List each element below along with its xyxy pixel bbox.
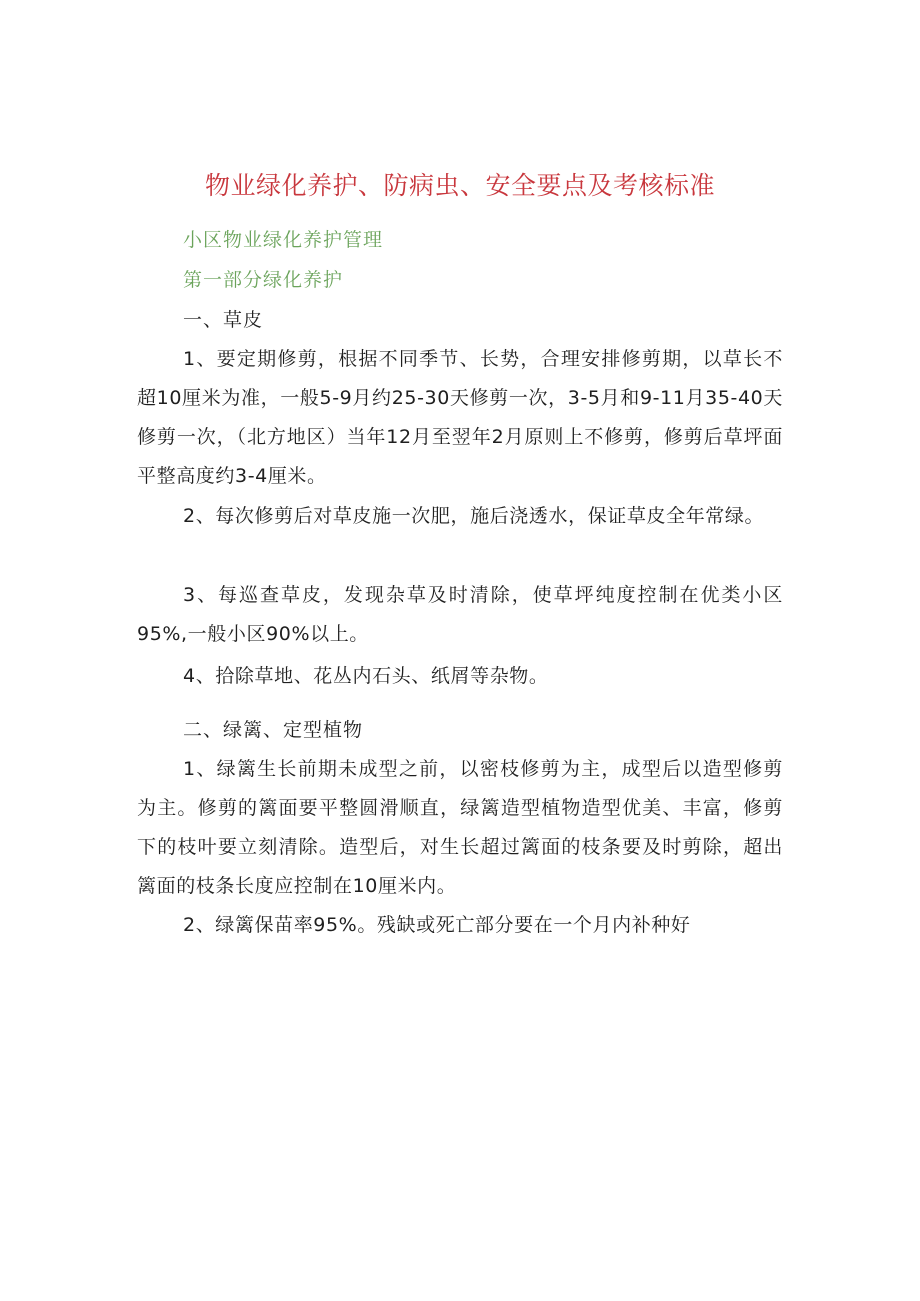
- document-title: 物业绿化养护、防病虫、安全要点及考核标准: [204, 171, 715, 200]
- hedge-item-2: 2、绿篱保苗率95%。残缺或死亡部分要在一个月内补种好: [183, 914, 691, 936]
- lawn-item-1: 1、要定期修剪，根据不同季节、长势，合理安排修剪期，以草长不超10厘米为准，一般5-9月约25-30天修剪一次，3-5月和9-11月35-40天修剪一次，（北方地区）当年12月至翌年2月原则上不修剪，修剪后草坪面平整高度约3-4厘米。: [137, 348, 783, 487]
- lawn-item-4: 4、拾除草地、花丛内石头、纸屑等杂物。: [183, 665, 549, 687]
- subtitle-part-one: 第一部分绿化养护: [183, 269, 344, 291]
- section-heading-hedges: 二、绿篱、定型植物: [183, 719, 364, 741]
- hedge-item-1: 1、绿篱生长前期未成型之前，以密枝修剪为主，成型后以造型修剪为主。修剪的篱面要平整圆滑顺直，绿篱造型植物造型优美、丰富，修剪下的枝叶要立刻清除。造型后，对生长超过篱面的枝条要及时剪除，超出篱面的枝条长度应控制在10厘米内。: [137, 758, 783, 897]
- subtitle-community-greening: 小区物业绿化养护管理: [183, 229, 384, 251]
- lawn-item-3: 3、每巡查草皮，发现杂草及时清除，使草坪纯度控制在优类小区95%,一般小区90%以上。: [137, 584, 783, 645]
- lawn-item-2: 2、每次修剪后对草皮施一次肥，施后浇透水，保证草皮全年常绿。: [183, 505, 765, 527]
- section-heading-lawn: 一、草皮: [183, 309, 264, 331]
